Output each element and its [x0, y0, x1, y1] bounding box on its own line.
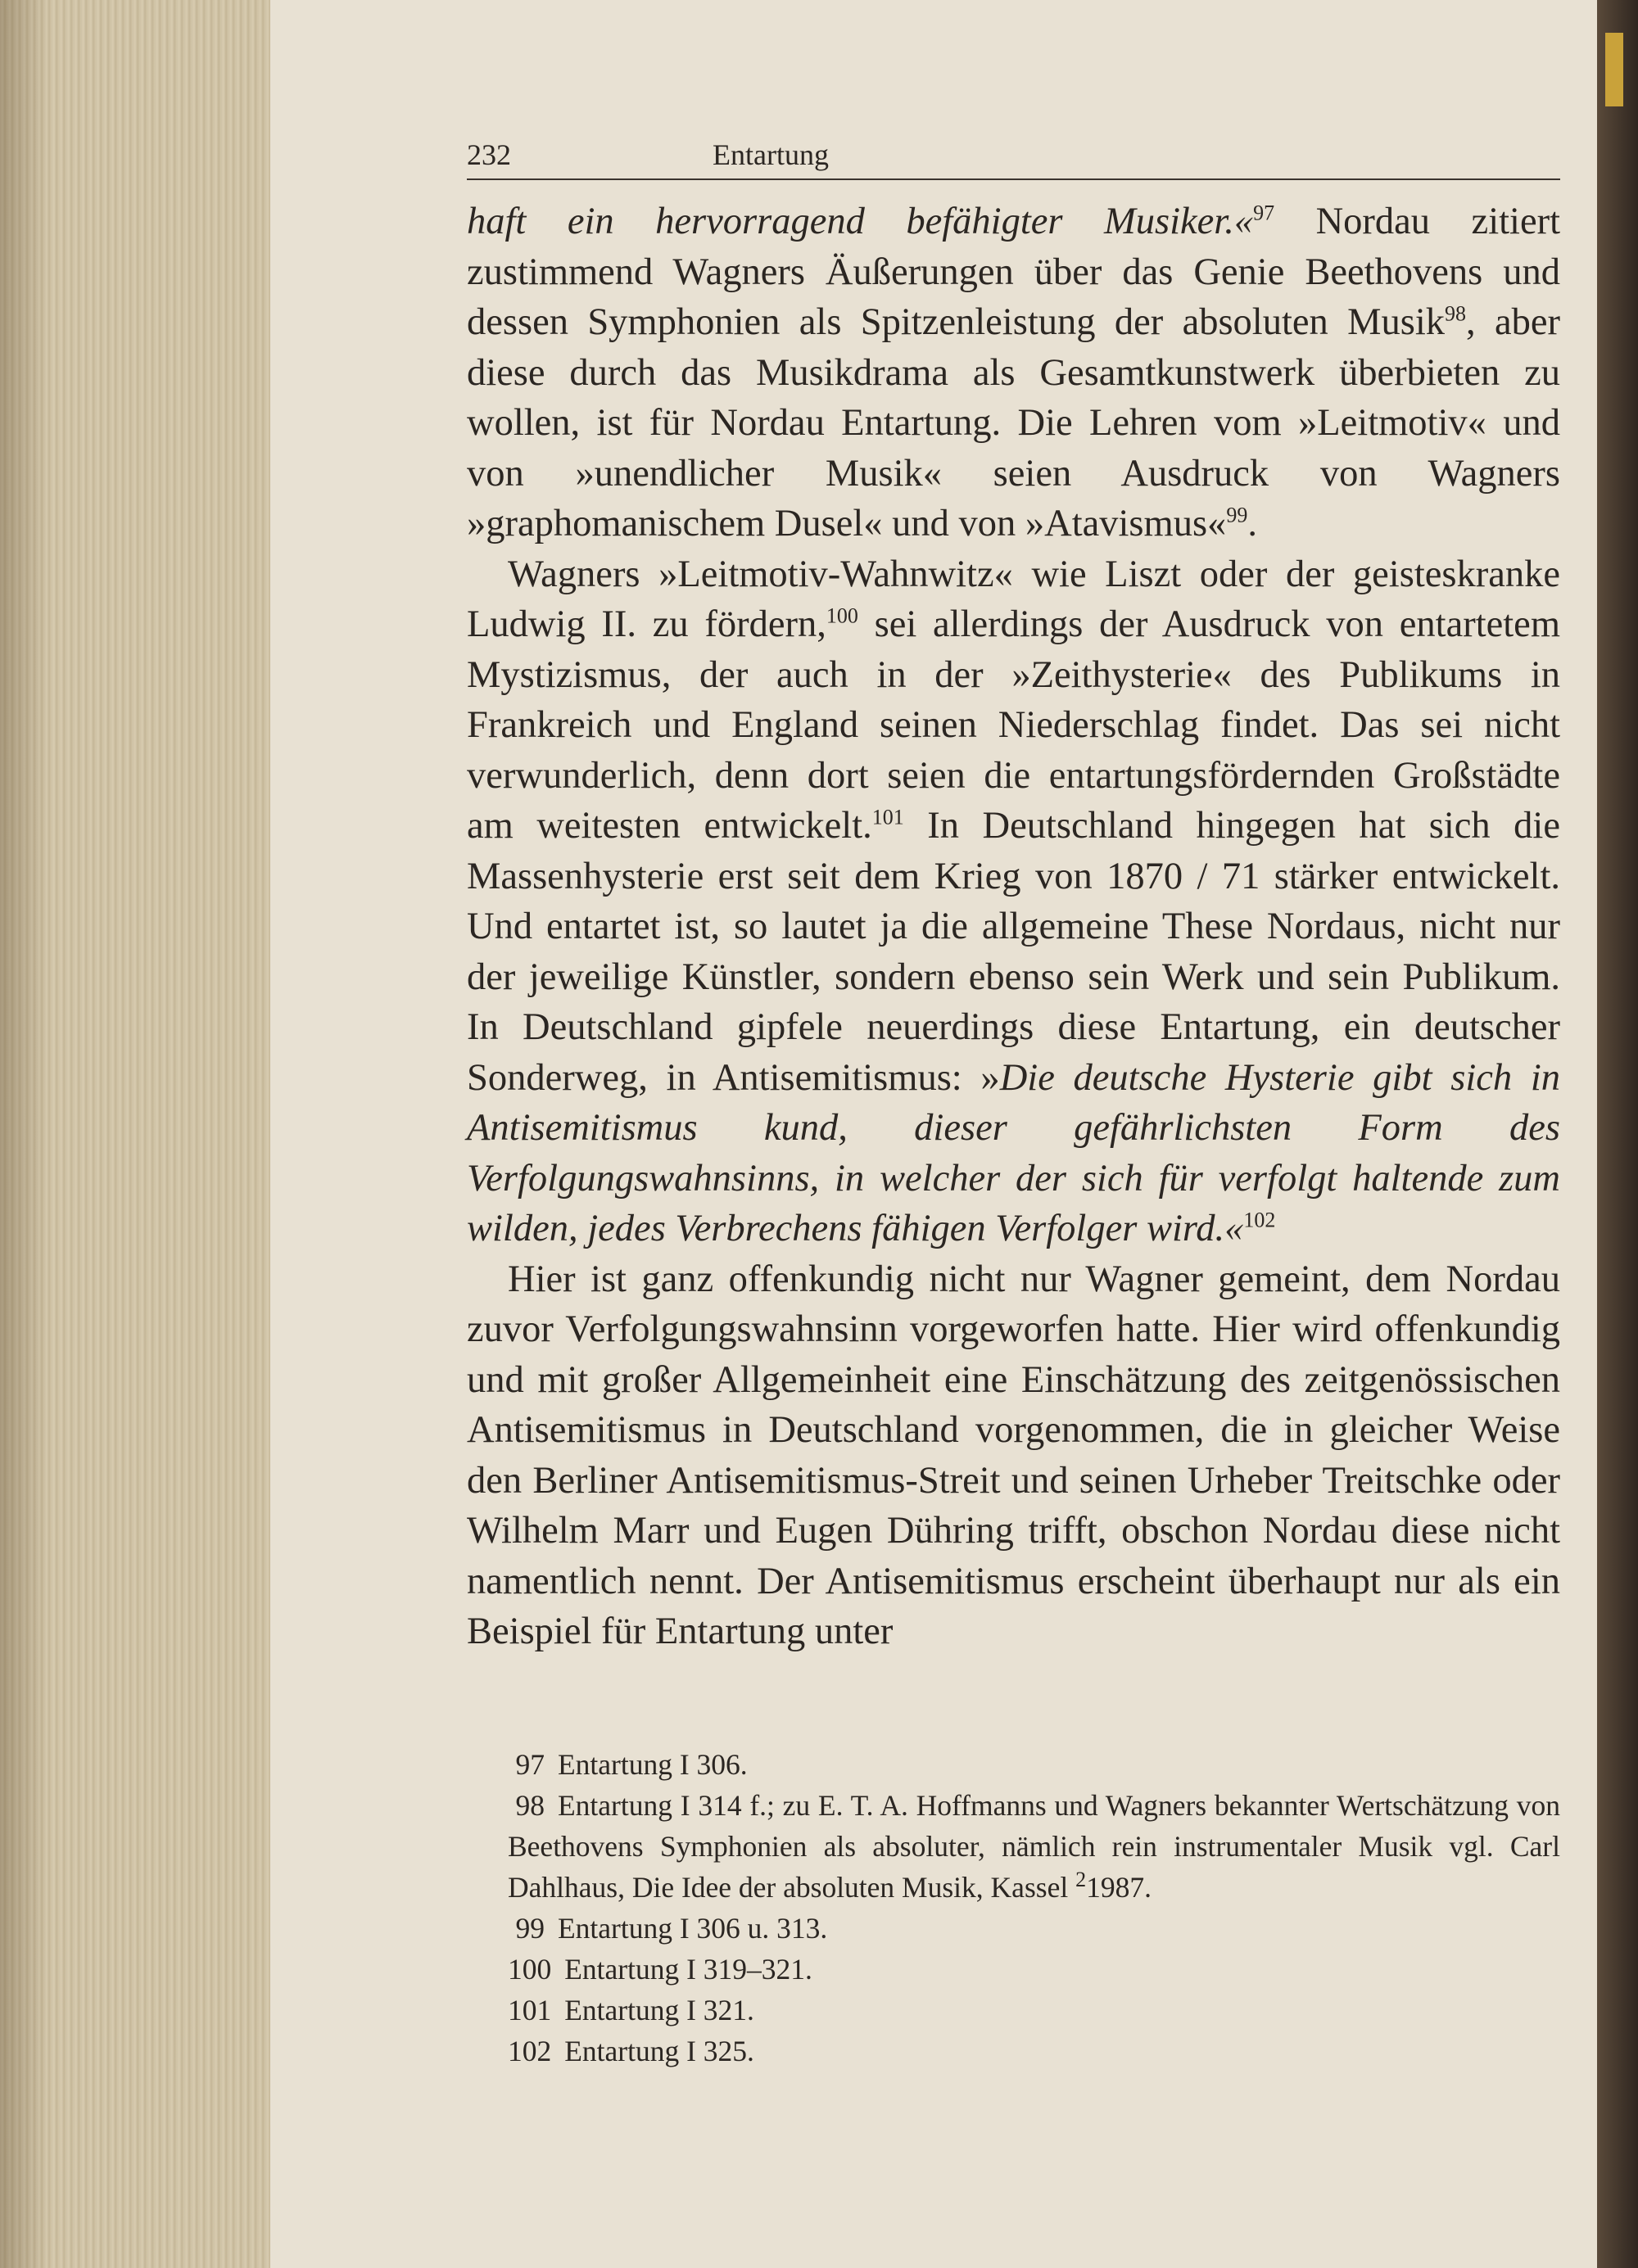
paragraph-text: Wagners »Leitmotiv-Wahnwitz« wie Liszt oder der geisteskranke Ludwig II. zu fördern, — [467, 553, 1560, 645]
paragraph-text: , aber diese durch das Musikdrama als Gesamtkunstwerk überbieten zu wollen, ist für Nordau Entartung. Die Lehren vom »Leitmotiv« und von »unendlicher Musik« seien Ausdruck von Wagners »graphomanischem Dusel« und von »Atavismus« — [467, 301, 1560, 544]
footnote-102 — [467, 2031, 1560, 2071]
footnote-number: 97 — [515, 1748, 545, 1781]
footnote-number: 99 — [515, 1912, 545, 1945]
page-stack-edge-left — [0, 0, 270, 2268]
paragraph-text: . — [1247, 503, 1257, 544]
footnote-number: 102 — [508, 2035, 552, 2067]
footnote-number: 98 — [515, 1789, 545, 1822]
footnote-98 — [467, 1785, 1560, 1908]
paragraph-3 — [467, 1254, 1560, 1657]
page-number: 232 — [467, 138, 511, 171]
paragraph-text: sei allerdings der Ausdruck von entartetem Mystizismus, der auch in der »Zeithysterie« des Publikums in Frankreich und England seinen Niederschlag findet. Das sei nicht verwunderlich, denn dort seien die entartungsfördernden Großstädte am weitesten entwickelt. — [467, 603, 1560, 847]
footnote-number: 101 — [508, 1994, 552, 2026]
footnote-ref-97: 97 — [1253, 201, 1275, 225]
quote-italic: Die deutsche Hysterie gibt sich in Antisemitismus kund, dieser gefährlichsten Form des Verfolgungswahnsinns, in welcher der sich für verfolgt haltende zum wilden, jedes Verbrechens fähigen Verfolger wird.« — [467, 1056, 1561, 1249]
footnote-ref-99: 99 — [1226, 503, 1248, 527]
footnote-99 — [467, 1908, 1560, 1949]
paragraph-text: Nordau zitiert zustimmend Wagners Äußerungen über das Genie Beethovens und dessen Symphonien als Spitzenleistung der absoluten Musik — [467, 201, 1560, 343]
paragraph-1 — [467, 197, 1560, 549]
footnote-text: Entartung I 325. — [564, 2035, 754, 2067]
paragraph-text: Hier ist ganz offenkundig nicht nur Wagner gemeint, dem Nordau zuvor Verfolgungswahnsinn vorgeworfen hatte. Hier wird offenkundig und mit großer Allgemeinheit eine Einschätzung des zeitgenössischen Antisemitismus in Deutschland vorgenommen, die in gleicher Weise den Berliner Antisemitismus-Streit und seinen Urheber Treitschke oder Wilhelm Marr und Eugen Dühring trifft, obschon Nordau diese nicht namentlich nennt. Der Antisemitismus erscheint überhaupt nur als ein Beispiel für Entartung unter — [467, 1258, 1560, 1652]
book-cover-edge-right — [1597, 0, 1638, 2268]
footnote-ref-98: 98 — [1445, 301, 1466, 326]
running-head-title: Entartung — [713, 138, 829, 171]
quote-italic: haft ein hervorragend befähigter Musiker.« — [467, 201, 1254, 242]
running-head — [467, 123, 1560, 180]
footnote-text: Entartung I 321. — [564, 1994, 754, 2026]
footnotes — [467, 1744, 1560, 2071]
paragraph-text: In Deutschland hingegen hat sich die Massenhysterie erst seit dem Krieg von 1870 / 71 stärker entwickelt. Und entartet ist, so lautet ja die allgemeine These Nordaus, nicht nur der jeweilige Künstler, sondern ebenso sein Werk und sein Publikum. In Deutschland gipfele neuerdings diese Entartung, ein deutscher Sonderweg, in Antisemitismus: » — [467, 805, 1560, 1099]
footnote-97 — [467, 1744, 1560, 1785]
footnote-text: Entartung I 319–321. — [564, 1953, 812, 1986]
body-text — [467, 197, 1560, 1657]
footnote-text: Entartung I 306. — [558, 1748, 748, 1781]
page-content — [467, 123, 1561, 2067]
paragraph-2 — [467, 549, 1560, 1254]
footnote-text: 1987. — [1086, 1871, 1152, 1904]
footnote-ref-100: 100 — [826, 603, 858, 628]
footnote-101 — [467, 1990, 1560, 2031]
footnote-number: 100 — [508, 1953, 552, 1986]
footnote-100 — [467, 1949, 1560, 1990]
footnote-ref-102: 102 — [1243, 1208, 1276, 1232]
footnote-text: Entartung I 306 u. 313. — [558, 1912, 828, 1945]
footnote-ref-101: 101 — [871, 805, 904, 829]
footnote-text: Entartung I 314 f.; zu E. T. A. Hoffmanns und Wagners bekannter Wertschätzung von Beethovens Symphonien als absoluter, nämlich rein instrumentaler Musik vgl. Carl Dahlhaus, Die Idee der absoluten Musik, Kassel — [508, 1789, 1560, 1904]
edition-superscript: 2 — [1075, 1868, 1087, 1892]
